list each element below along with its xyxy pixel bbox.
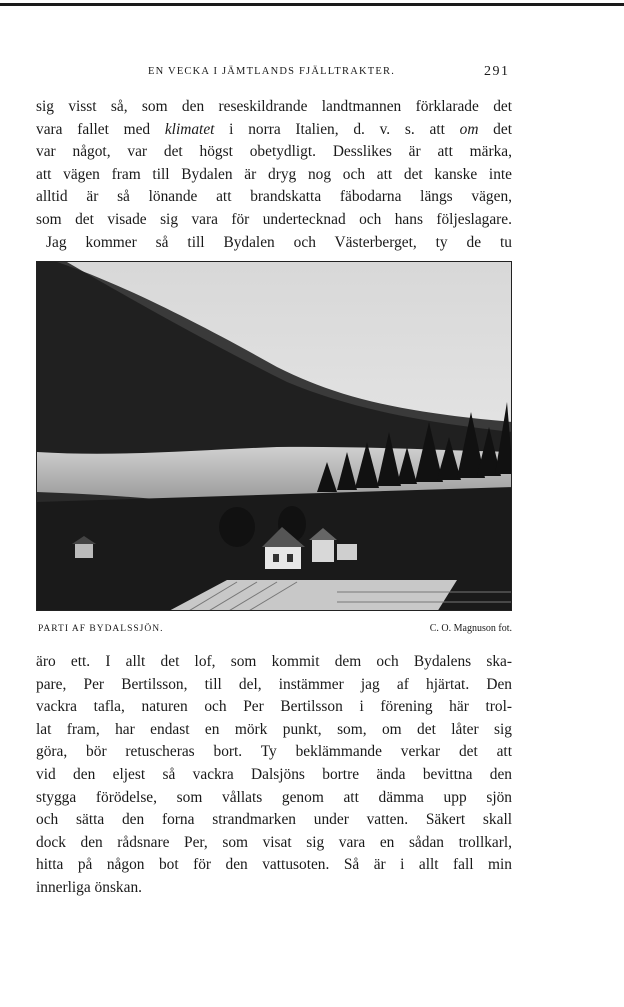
text-line: Jag kommer så till Bydalen och Västerberget, ty de tu [46, 233, 512, 251]
paragraph-2 [36, 651, 512, 900]
text-line: pare, Per Bertilsson, till del, instämmer jag af hjärtat. Den [36, 675, 512, 693]
figure-caption: PARTI AF BYDALSSJÖN. [38, 624, 164, 634]
lake-photograph [36, 261, 512, 611]
text-line: stygga förödelse, som vållats genom att dämma upp sjön [36, 788, 512, 806]
running-head [0, 64, 624, 84]
text-line: att vägen fram till Bydalen är dryg nog och att det kanske inte [36, 165, 512, 183]
text-line: vara fallet med klimatet i norra Italien, d. v. s. att om det [36, 120, 512, 138]
top-rule [0, 3, 624, 6]
text-line: äro ett. I allt det lof, som kommit dem och Bydalens ska- [36, 653, 512, 670]
text-line: lat fram, har endast en mörk punkt, som, om det låter sig [36, 720, 512, 738]
text-line: var något, var det högst obetydligt. Desslikes är att märka, [36, 143, 512, 161]
text-line: innerliga önskan. [36, 878, 142, 896]
text-line: göra, bör retuscheras bort. Ty beklämmande verkar det att [36, 743, 512, 761]
photo-credit: C. O. Magnuson fot. [429, 623, 512, 634]
text-line: som det visade sig vara för undertecknad och hans följeslagare. [36, 210, 512, 228]
text-line: alltid är så lönande att brandskatta fäbodarna längs vägen, [36, 188, 512, 206]
page-number: 291 [484, 64, 510, 79]
text-line: vid den eljest så vackra Dalsjöns bortre ända bevittna den [36, 765, 512, 783]
text-line: och sätta den forna strandmarken under vatten. Säkert skall [36, 811, 512, 829]
text-line: dock den rådsnare Per, som visat sig vara en sådan trollkarl, [36, 833, 512, 851]
running-title: EN VECKA I JÄMTLANDS FJÄLLTRAKTER. [148, 66, 396, 77]
text-line: hitta på någon bot för den vattusoten. Så är i allt fall min [36, 856, 512, 874]
text-line: sig visst så, som den reseskildrande landtmannen förklarade det [36, 98, 512, 115]
text-line: vackra tafla, naturen och Per Bertilsson i förening här trol- [36, 698, 512, 716]
paragraph-1 [36, 96, 512, 254]
